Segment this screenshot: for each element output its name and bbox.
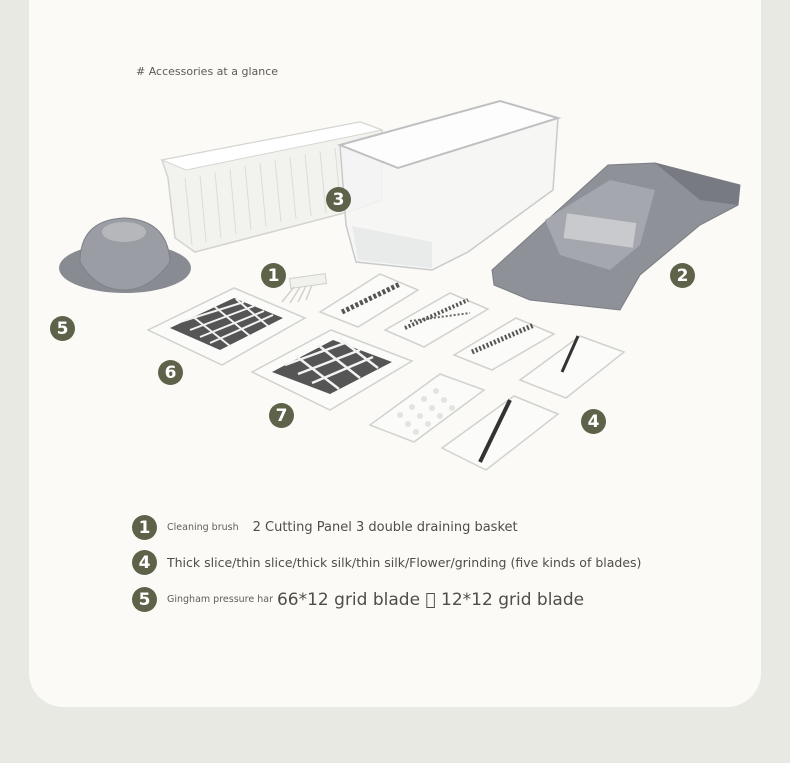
grid-blade-12x12-image [252,330,412,410]
legend-row-1-text: 2 Cutting Panel 3 double draining basket [252,520,518,535]
callout-badge-5: 5 [50,316,75,341]
callout-badge-1: 1 [261,263,286,288]
legend-row-2 [132,550,641,575]
legend-row-3 [132,587,584,612]
legend-badge-5: 5 [132,587,157,612]
grid-blade-66x12-image [148,288,305,365]
legend-row-1-small: Cleaning brush [167,522,239,533]
callout-badge-6: 6 [158,360,183,385]
callout-badge-7: 7 [269,403,294,428]
legend-badge-1: 1 [132,515,157,540]
callout-badge-2: 2 [670,263,695,288]
cleaning-brush-image [282,274,327,303]
legend-row-1 [132,515,518,540]
callout-badge-4: 4 [581,409,606,434]
blade-flower-image [454,318,554,370]
section-heading: # Accessories at a glance [136,65,279,78]
callout-badge-3: 3 [326,187,351,212]
legend-row-3-text: 66*12 grid blade   12*12 grid blade [276,589,585,610]
legend-row-3-small: Gingham pressure har [167,594,273,605]
hand-guard-image [59,218,191,293]
legend-badge-4: 4 [132,550,157,575]
legend-row-2-text: Thick slice/thin slice/thick silk/thin silk/Flower/grinding (five kinds of blades) [167,555,642,570]
